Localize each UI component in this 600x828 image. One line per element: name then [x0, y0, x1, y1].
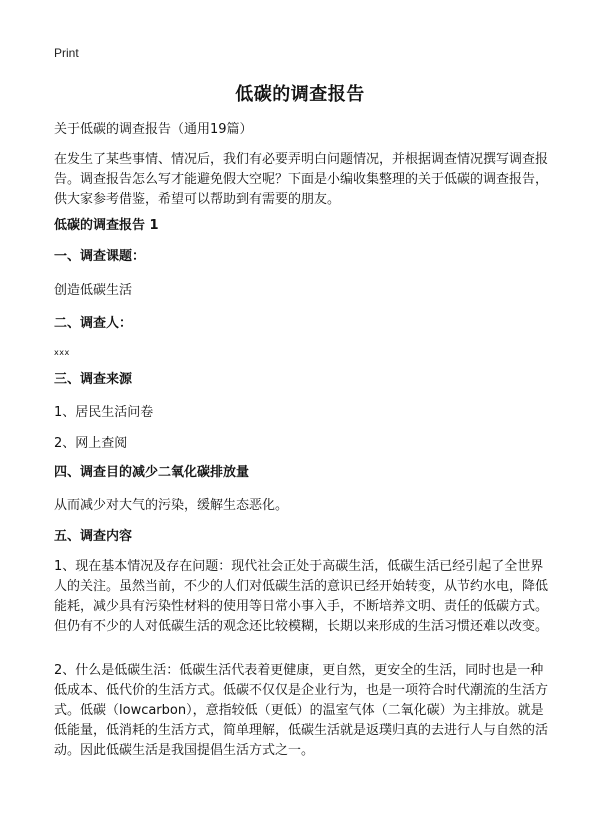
topic-heading: 一、调查课题： — [54, 249, 146, 264]
source-heading: 三、调查来源 — [54, 372, 133, 387]
purpose-heading: 四、调查目的减少二氧化碳排放量 — [54, 465, 250, 480]
print-link[interactable]: Print — [54, 46, 79, 60]
page-title: 低碳的调查报告 — [235, 84, 365, 105]
source-item-1: 1、居民生活问卷 — [54, 405, 154, 420]
person-heading: 二、调查人： — [54, 316, 133, 331]
intro-paragraph: 在发生了某些事情、情况后，我们有必要弄明白问题情况，并根据调查情况撰写调查报告。调查报告怎么写才能避免假大空呢？下面是小编收集整理的关于低碳的调查报告，供大家参考借鉴，希望可以帮助到有需要的朋友。 — [54, 152, 549, 207]
source-item-2: 2、网上查阅 — [54, 436, 128, 451]
topic-text: 创造低碳生活 — [54, 283, 133, 298]
content-paragraph-2: 2、什么是低碳生活：低碳生活代表着更健康，更自然，更安全的生活，同时也是一种低成本、低代价的生活方式。低碳不仅仅是企业行为，也是一项符合时代潮流的生活方式。低碳（lowcarbon），意指较低（更低）的温室气体（二氧化碳）为主排放。就是低能量，低消耗的生活方式，简单理解，低碳生活就是返璞归真的去进行人与自然的活动。因此低碳生活是我国提倡生活方式之一。 — [54, 663, 549, 758]
person-text: xxx — [54, 348, 70, 357]
document-subtitle: 关于低碳的调查报告（通用19篇） — [54, 122, 253, 137]
content-heading: 五、调查内容 — [54, 529, 133, 544]
purpose-text: 从而减少对大气的污染，缓解生态恶化。 — [54, 498, 289, 513]
content-paragraph-1: 1、现在基本情况及存在问题：现代社会正处于高碳生活，低碳生活已经引起了全世界人的关注。虽然当前，不少的人们对低碳生活的意识已经开始转变，从节约水电，降低能耗，减少具有污染性材料的使用等日常小事入手，不断培养文明、责任的低碳方式。但仍有不少的人对低碳生活的观念还比较模糊，长期以来形成的生活习惯还难以改变。 — [54, 559, 549, 634]
report-heading: 低碳的调查报告 1 — [54, 218, 159, 233]
